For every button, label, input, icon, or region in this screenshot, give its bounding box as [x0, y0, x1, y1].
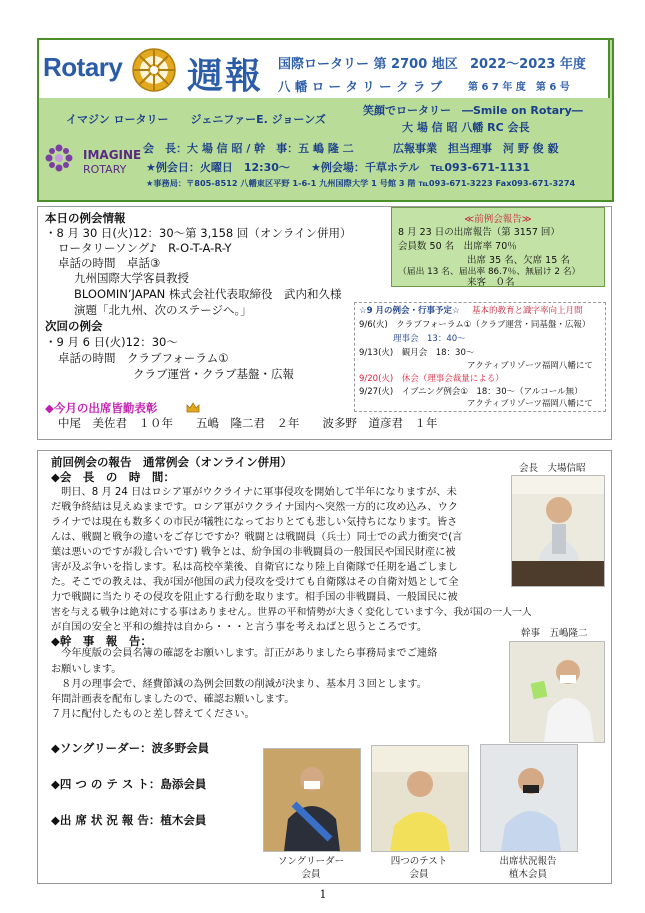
secretary-paragraph: ８月の理事会で、経費節減の為例会回数の削減が決まり、基本月３回とします。 [51, 679, 427, 690]
president-paragraph: た。そこでの教えは、我が国が他国の武力侵攻を受けても自衛隊はその自衛対処として全 [51, 577, 459, 588]
issue-number: 第 6 7 年 度 第 6 号 [468, 82, 570, 93]
meeting-place: ★例会場：千草ホテル ℡093-671-1131 [311, 161, 531, 174]
president-photo [511, 475, 605, 587]
president-paragraph: 葉は悪いのですが殺し合いです) 戦争とは、紛争国の非戦闘員の一般国民や国民財産に被 [51, 547, 456, 558]
imagine-rotary-text: ROTARY [83, 163, 127, 176]
prev-notice-stats: （届出 13 名、届出率 86.7％、無届け 2 名） [398, 267, 581, 277]
report-heading: 前回例会の報告 通常例会（オンライン併用） [51, 455, 293, 469]
prev-guests: 来客 ０名 [467, 277, 515, 288]
page-number: 1 [319, 888, 327, 901]
schedule-item: アクティブリゾーツ福岡八幡にて [467, 399, 593, 409]
schedule-item: 9/13(火) 観月会 18：30～ [359, 348, 475, 358]
secretary-paragraph: ７月に配付したものと差し替えてください。 [51, 709, 255, 720]
president-paragraph: が自国の安全と平和の維持は自から・・・と言う事を考えねばと思うところです。 [51, 622, 428, 633]
rotary-song-line: ロータリーソング♪ R-O-T-A-R-Y [58, 241, 232, 255]
next-forum-topic: クラブ運営・クラブ基盤・広報 [133, 367, 294, 381]
president-paragraph: 害が及ぶ争いを指します。私は高校卒業後、自衛官になり陸上自衛隊で任期を過ごしまし [51, 562, 458, 573]
previous-meeting-report [391, 207, 605, 287]
today-date-line: ・8 月 30 日(火)12：30～第 3,158 回（オンライン併用） [45, 226, 352, 240]
attendance-reporter-photo [480, 744, 578, 852]
rotary-wheel-icon [130, 46, 178, 94]
photo-caption: 出席状況報告 [499, 856, 557, 867]
club-name: 八 幡 ロ ー タ リ ー ク ラ ブ [278, 79, 443, 94]
prev-present-absent: 出席 35 名、欠席 15 名 [467, 255, 570, 266]
club-theme: 笑顔でロータリー ―Smile on Rotary― [363, 104, 583, 117]
imagine-flower-icon [44, 143, 74, 173]
newsletter-title: 週報 [187, 55, 264, 97]
attendance-award-list: 中尾 美佐君 １０年 五嶋 隆二君 ２年 波多野 道彦君 １年 [58, 416, 438, 430]
prev-member-count: 会員数 50 名 出席率 70％ [398, 241, 517, 252]
schedule-item: 9/27(火) イブニング例会① 18：30～（アルコール無） [359, 387, 583, 397]
four-way-test-line: ◆四 つ の テ ス ト：島添会員 [51, 777, 207, 791]
rotary-logo-text: Rotary [43, 52, 123, 82]
district-label: 国際ロータリー 第 2700 地区 [278, 57, 458, 72]
photo-caption: 会員 [409, 869, 429, 880]
secretary-paragraph: 今年度版の会員名簿の確認をお願いします。訂正がありましたら事務局までご連絡 [51, 648, 438, 659]
september-schedule [354, 302, 606, 412]
photo-caption: 四つのテスト [390, 856, 448, 867]
imagine-text: IMAGINE [83, 148, 142, 162]
president-paragraph: んは、戦闘と戦争の違いをご存じですか？戦闘とは戦闘員（兵士）同士での武力衝突で(言 [51, 532, 463, 543]
schedule-item: 理事会 13：40～ [393, 334, 466, 344]
today-heading: 本日の例会情報 [45, 211, 126, 225]
secretary-paragraph: 年間計画表を配布しましたので、確認お願いします。 [51, 694, 295, 705]
schedule-month-theme: 基本的教育と識字率向上月間 [472, 306, 583, 316]
speaker-name: BLOOMIN’JAPAN 株式会社代表取締役 武内和久様 [74, 287, 342, 301]
photo-caption: ソングリーダー [277, 856, 345, 867]
president-heading: ◆会 長 の 時 間： [51, 470, 175, 484]
talk-time-line: 卓話の時間 卓話③ [58, 256, 161, 270]
next-meeting-heading: 次回の例会 [45, 319, 103, 333]
president-paragraph: 害を与える戦争は絶対にする事はありません。世界の平和情勢が大きく変化しています今、我が国の一人一人 [51, 607, 532, 618]
schedule-item: 9/6(火) クラブフォーラム①（クラブ運営・同基盤・広報） [359, 320, 591, 330]
next-talk-time: 卓話の時間 クラブフォーラム① [58, 351, 229, 365]
photo-caption: 植木会員 [508, 869, 547, 880]
officers: 会 長：大 場 信 昭 / 幹 事：五 嶋 隆 二 [143, 142, 354, 155]
attendance-award-heading: ◆今月の出席皆勤表彰 [45, 401, 158, 415]
pr-director: 広報事業 担当理事 河 野 俊 毅 [393, 142, 559, 155]
song-leader-photo [263, 748, 361, 852]
club-president-theme: 大 場 信 昭 八幡 RC 会長 [402, 121, 530, 134]
meeting-day: ★例会日：火曜日 12:30～ [146, 161, 290, 174]
fiscal-years: 2022～2023 年度 [470, 57, 586, 72]
ri-theme: イマジン ロータリー ジェニファーE. ジョーンズ [66, 113, 326, 126]
office-address: ★事務局：〒805-8512 八幡東区平野 1-6-1 九州国際大学 1 号館 3 階 ℡093-671-3223 Fax093-671-3274 [146, 178, 576, 188]
speaker-affiliation: 九州国際大学客員教授 [74, 271, 189, 285]
next-meeting-date: ・9 月 6 日(火)12：30～ [45, 335, 178, 349]
president-paragraph: ライナでは現在も数多くの市民が犠牲になっておりとても悲しい気持ちになります。皆さ [51, 517, 458, 528]
secretary-photo [509, 641, 605, 743]
crown-icon [186, 402, 200, 413]
prev-attendance-date: 8 月 23 日の出席報告（第 3157 回） [398, 227, 560, 238]
talk-title: 演題「北九州、次のステージへ。」 [74, 303, 252, 317]
attendance-report-line: ◆出 席 状 況 報 告：植木会員 [51, 813, 207, 827]
president-paragraph: 明日、8 月 24 日はロシア軍がウクライナに軍事侵攻を開始して半年になりますが、未 [51, 487, 457, 498]
four-way-test-photo [371, 745, 469, 852]
song-leader-line: ◆ソングリーダー：波多野会員 [51, 741, 210, 755]
schedule-item: アクティブリゾーツ福岡八幡にて [467, 361, 593, 371]
president-caption: 会長 大場信昭 [519, 463, 586, 474]
president-paragraph: 力で戦闘に当たりその侵攻を阻止する行動を取ります。相手国の非戦闘員、一般国民に被 [51, 592, 458, 603]
president-paragraph: だ戦争終結は見えぬままです。ロシア軍がウクライナ国内へ突然一方的に攻め込み、ウク [51, 502, 458, 513]
secretary-paragraph: お願いします。 [51, 664, 122, 675]
photo-caption: 会員 [301, 869, 321, 880]
secretary-caption: 幹事 五嶋隆二 [521, 628, 588, 639]
schedule-title: ☆9 月の例会・行事予定☆ [359, 306, 460, 316]
secretary-heading: ◆幹 事 報 告： [51, 634, 152, 648]
schedule-item: 9/20(火) 休会（理事会裁量による） [359, 374, 504, 384]
prev-report-title: ≪前例会報告≫ [464, 214, 532, 225]
